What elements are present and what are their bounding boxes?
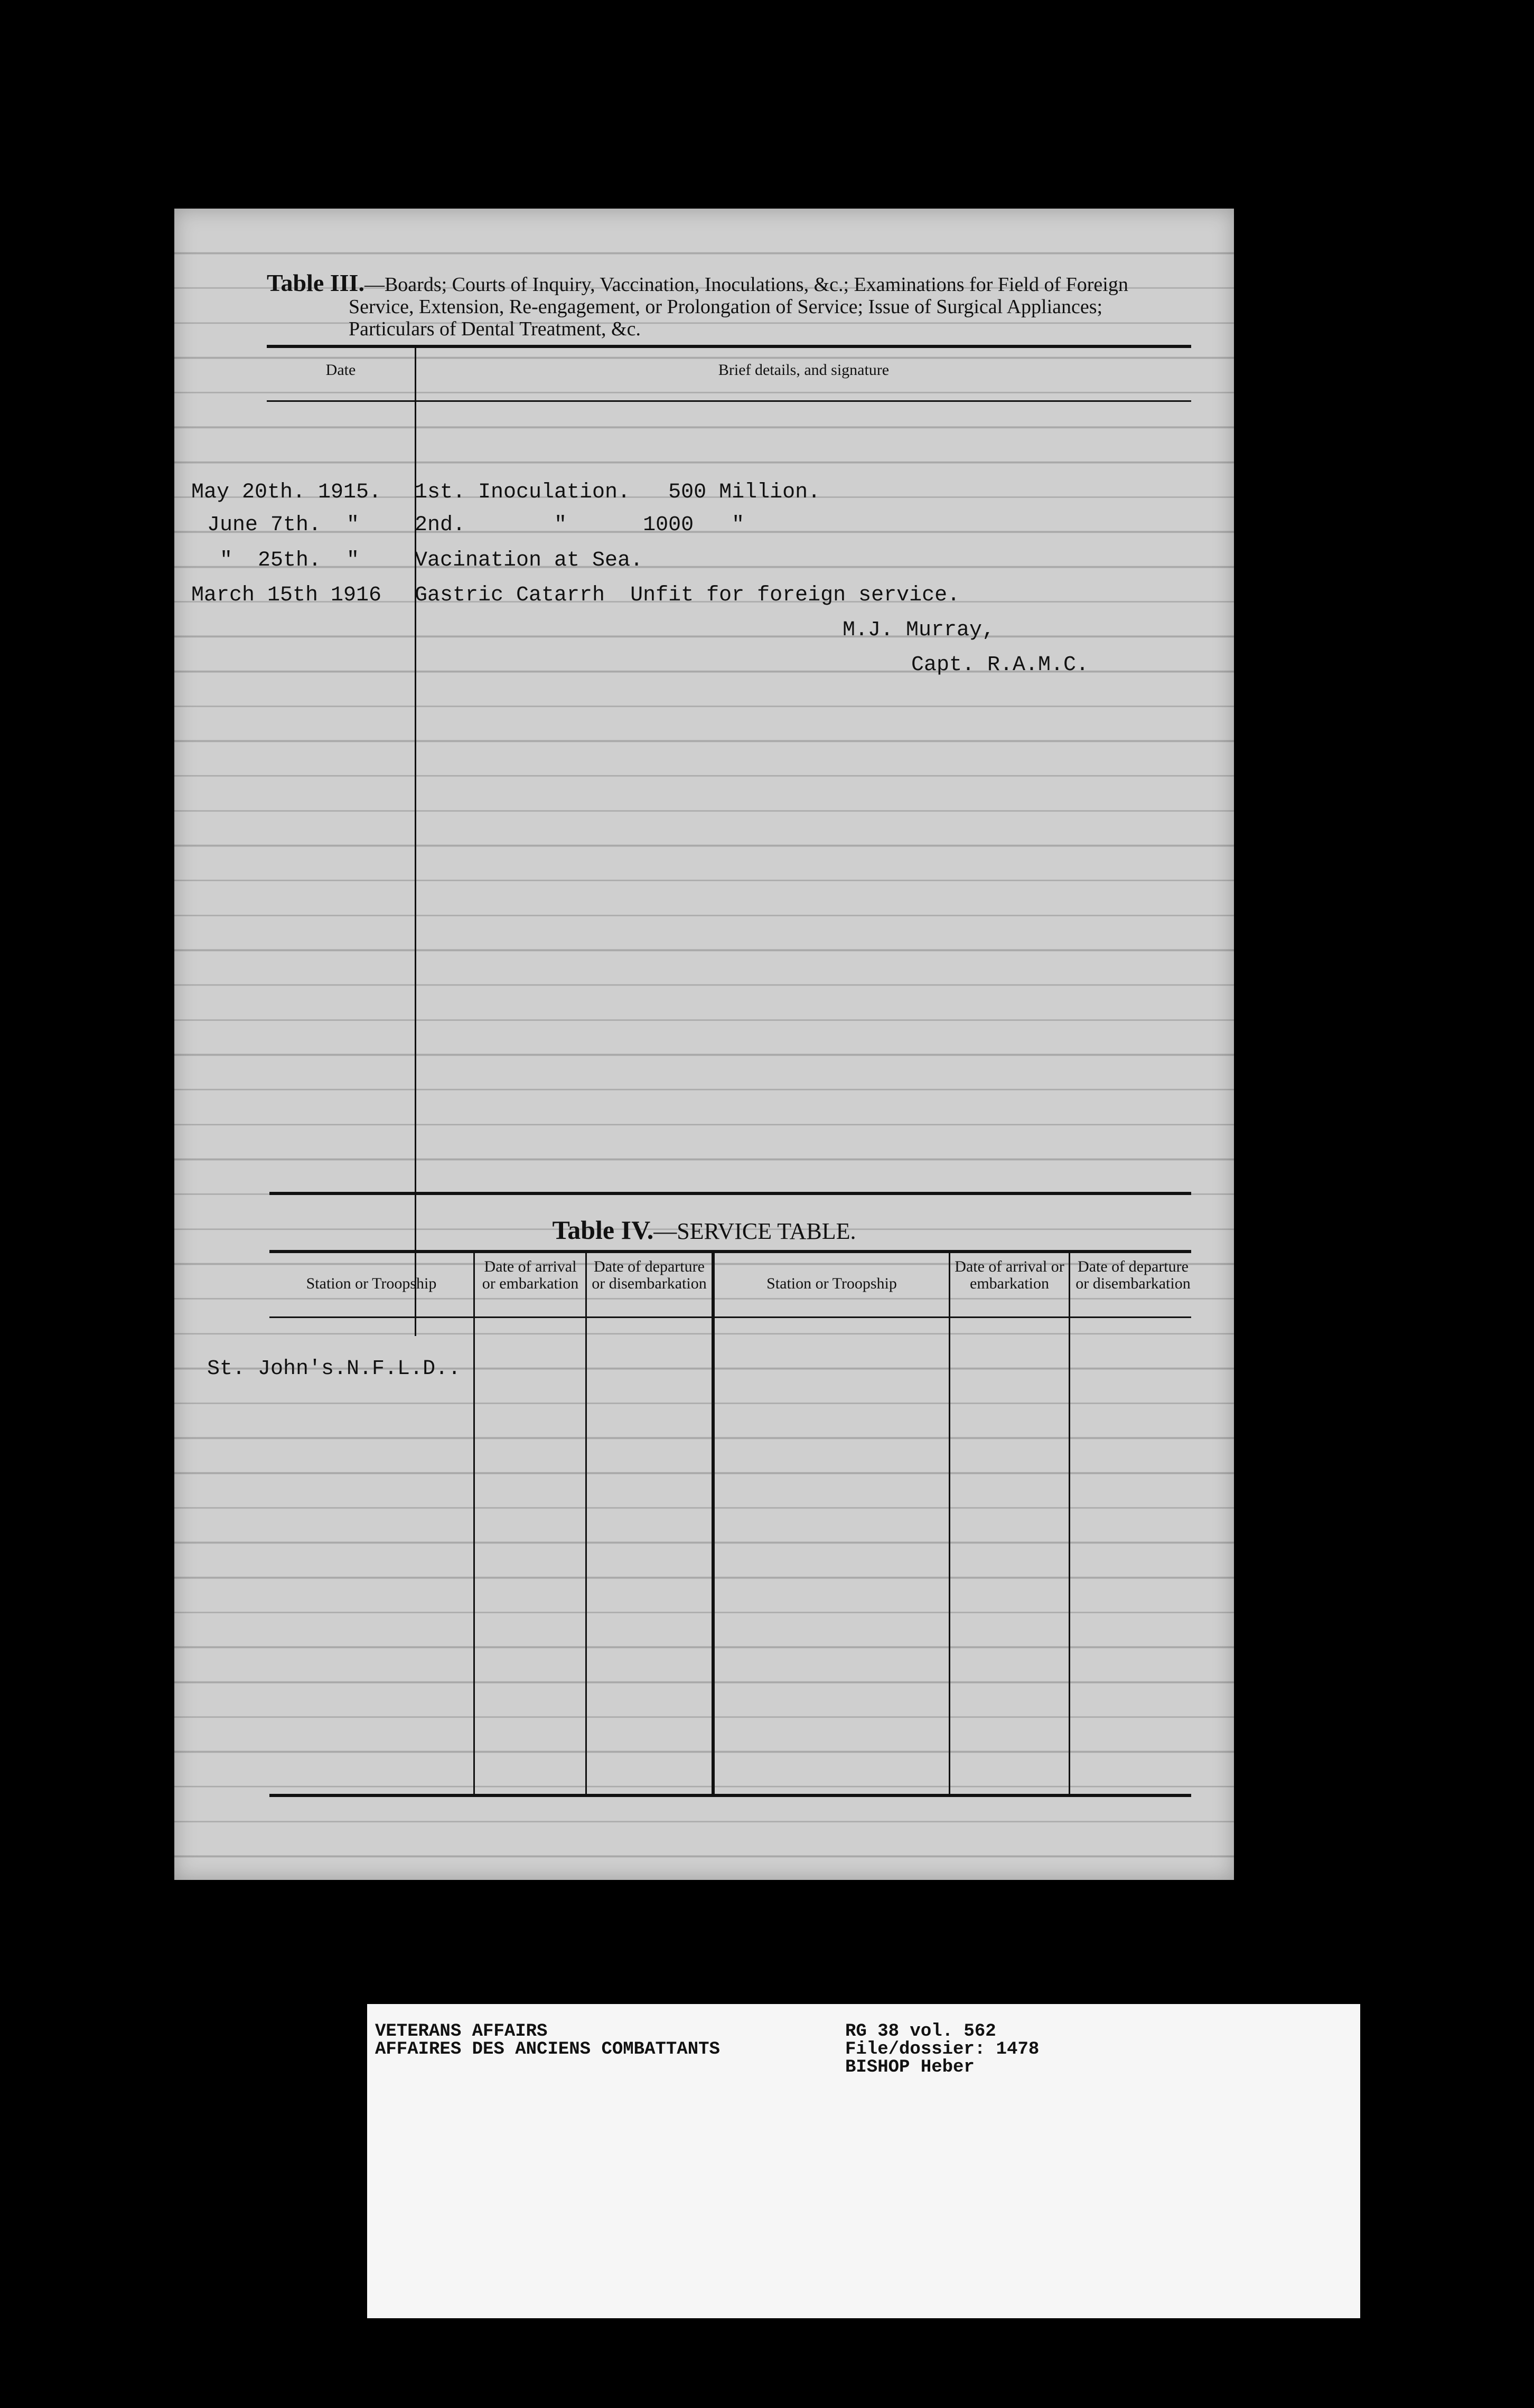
table3-col-details: Brief details, and signature bbox=[718, 361, 890, 379]
table4-station-entry: St. John's.N.F.L.D.. bbox=[207, 1357, 461, 1381]
table4-bottom-rule bbox=[269, 1794, 1191, 1797]
table3-col-date: Date bbox=[325, 361, 356, 379]
table3-header-rule bbox=[267, 400, 1191, 402]
signature-name: M.J. Murray, bbox=[843, 618, 995, 642]
file-number: File/dossier: 1478 bbox=[845, 2039, 1040, 2059]
table3-label: Table III. bbox=[267, 269, 364, 296]
row1-detail: 1st. Inoculation. 500 Million. bbox=[415, 481, 821, 504]
table3-heading bbox=[267, 269, 1191, 340]
dept-french: AFFAIRES DES ANCIENS COMBATTANTS bbox=[375, 2039, 720, 2059]
table4-col-departure-right: Date of departure or disembarkation bbox=[1075, 1258, 1191, 1292]
table4-header-rule bbox=[269, 1316, 1191, 1318]
table4-top-rule bbox=[269, 1250, 1191, 1253]
table4-title bbox=[174, 1215, 1234, 1245]
table4-divider-1 bbox=[473, 1252, 475, 1795]
table4-divider-3 bbox=[949, 1252, 950, 1795]
table4-divider-center bbox=[712, 1252, 715, 1795]
record-group: RG 38 vol. 562 bbox=[845, 2021, 996, 2042]
table4-label: Table IV. bbox=[552, 1215, 654, 1245]
table4-divider-2 bbox=[585, 1252, 587, 1795]
table4-col-arrival-left: Date of arrival or embarkation bbox=[482, 1258, 579, 1292]
record-page bbox=[174, 209, 1234, 1880]
row2-date: June 7th. " bbox=[207, 513, 360, 537]
table4-title-text: —SERVICE TABLE. bbox=[653, 1218, 856, 1244]
table4-col-arrival-right: Date of arrival or embarkation bbox=[955, 1258, 1064, 1292]
row3-detail: Vacination at Sea. bbox=[415, 549, 643, 572]
signature-rank: Capt. R.A.M.C. bbox=[911, 653, 1089, 677]
table4-col-departure-left: Date of departure or disembarkation bbox=[592, 1258, 707, 1292]
row4-detail: Gastric Catarrh Unfit for foreign service. bbox=[415, 584, 960, 607]
table4-col-station-right: Station or Troopship bbox=[766, 1275, 897, 1292]
archive-label-card bbox=[367, 2004, 1360, 2318]
dept-english: VETERANS AFFAIRS bbox=[375, 2021, 548, 2042]
subject-name: BISHOP Heber bbox=[845, 2057, 975, 2077]
row4-date: March 15th 1916 bbox=[191, 584, 382, 607]
table3-heading-text: —Boards; Courts of Inquiry, Vaccination, Inoculations, &c.; Examinations for Field of Foreign Service, Extension, Re-engagement, or Prolongation of Service; Issue of Surgical Appliances; Particulars of Dental Treatment, &c. bbox=[349, 274, 1128, 340]
table3-top-rule bbox=[267, 345, 1191, 348]
table4-col-station-left: Station or Troopship bbox=[306, 1275, 437, 1292]
table4-divider-4 bbox=[1069, 1252, 1070, 1795]
row1-date: May 20th. 1915. bbox=[191, 481, 382, 504]
row2-detail: 2nd. " 1000 " bbox=[415, 513, 745, 537]
row3-date: " 25th. " bbox=[207, 549, 360, 572]
table3-bottom-rule bbox=[269, 1192, 1191, 1195]
